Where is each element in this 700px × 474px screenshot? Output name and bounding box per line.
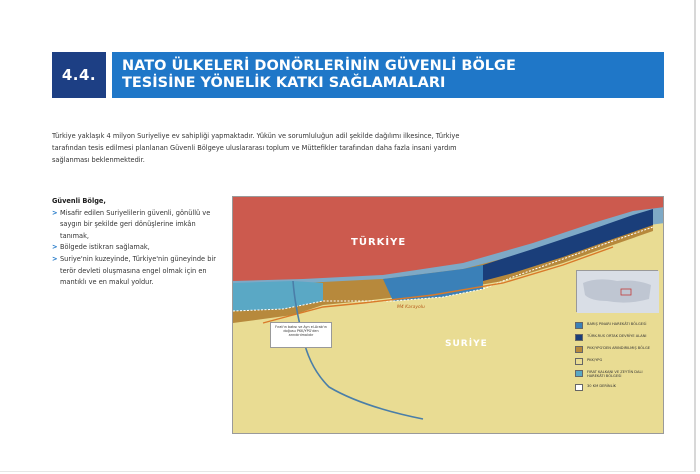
- list-item-text: Bölgede istikrarı sağlamak,: [60, 243, 150, 252]
- safe-zone-map: [232, 196, 664, 434]
- section-title: [112, 52, 664, 98]
- map-callout: Fırat'ın batısı ve Ayn el-Arab'ın doğusu PKK/YPG'den arındırılmalıdır: [270, 322, 332, 348]
- list-item: [52, 208, 222, 243]
- section-title-line-1: NATO ÜLKELERİ DONÖRLERİNİN GÜVENLİ BÖLGE: [122, 58, 516, 74]
- chevron-right-icon: >: [52, 254, 58, 263]
- legend-swatch: [575, 322, 583, 329]
- map-label-syria: SURİYE: [445, 339, 488, 349]
- list-item-text: Suriye'nin kuzeyinde, Türkiye'nin güneyinde bir terör devleti oluşmasına engel olmak için en mantıklı ve en makul yoldur.: [60, 254, 216, 287]
- list-item: [52, 254, 222, 289]
- map-graphic: [233, 197, 664, 434]
- legend-label: TÜRK-RUS ORTAK DEVRİYE ALANI: [587, 334, 647, 338]
- legend-label: PKK/YPG: [587, 358, 603, 362]
- legend-label: PKK/YPG'DEN ARINDIRILMIŞ BÖLGE: [587, 346, 651, 350]
- legend-swatch: [575, 346, 583, 353]
- safe-zone-heading: Güvenli Bölge,: [52, 197, 106, 205]
- inset-map-graphic: [577, 271, 659, 313]
- list-item: [52, 242, 222, 254]
- legend-item: [575, 358, 661, 365]
- section-number: 4.4.: [52, 52, 106, 98]
- inset-landmass: [583, 279, 651, 302]
- legend-item: [575, 322, 661, 329]
- legend-label: BARIŞ PINARI HAREKÂTI BÖLGESİ: [587, 322, 647, 326]
- legend-swatch: [575, 358, 583, 365]
- legend-swatch: [575, 384, 583, 391]
- legend-label: FIRAT KALKANI VE ZEYTİN DALI HAREKÂTI BÖLGESİ: [587, 370, 643, 379]
- section-title-line-2: TESİSİNE YÖNELİK KATKI SAĞLAMALARI: [122, 75, 446, 91]
- map-label-highway: M4 Karayolu: [397, 305, 425, 310]
- list-item-text: Misafir edilen Suriyelilerin güvenli, gönüllü ve saygın bir şekilde geri dönüşlerine imkân tanımak,: [60, 208, 211, 240]
- legend-swatch: [575, 370, 583, 377]
- legend-label: 30 KM DERİNLİK: [587, 383, 617, 388]
- safe-zone-list: [52, 208, 222, 289]
- chevron-right-icon: >: [52, 208, 58, 217]
- legend-swatch: [575, 334, 583, 341]
- legend-item: [575, 334, 661, 341]
- chevron-right-icon: >: [52, 243, 58, 252]
- map-inset: [576, 270, 658, 312]
- legend-item: [575, 346, 661, 353]
- intro-text: Türkiye yaklaşık 4 milyon Suriyeliye ev sahipliği yapmaktadır. Yükün ve sorumluluğun adil şekilde dağılımı ilkesince, Türkiye tarafından tesis edilmesi planlanan Güvenli Bölgeye uluslararası toplum ve Müttefikler tarafından daha fazla insani yardım sağlanması beklenmektedir.: [52, 132, 460, 164]
- legend-item: [575, 370, 661, 379]
- map-legend: [575, 322, 661, 396]
- legend-item: [575, 384, 661, 391]
- safe-zone-text: [52, 196, 222, 289]
- map-label-turkey: TÜRKİYE: [351, 237, 407, 248]
- intro-paragraph: [52, 130, 472, 166]
